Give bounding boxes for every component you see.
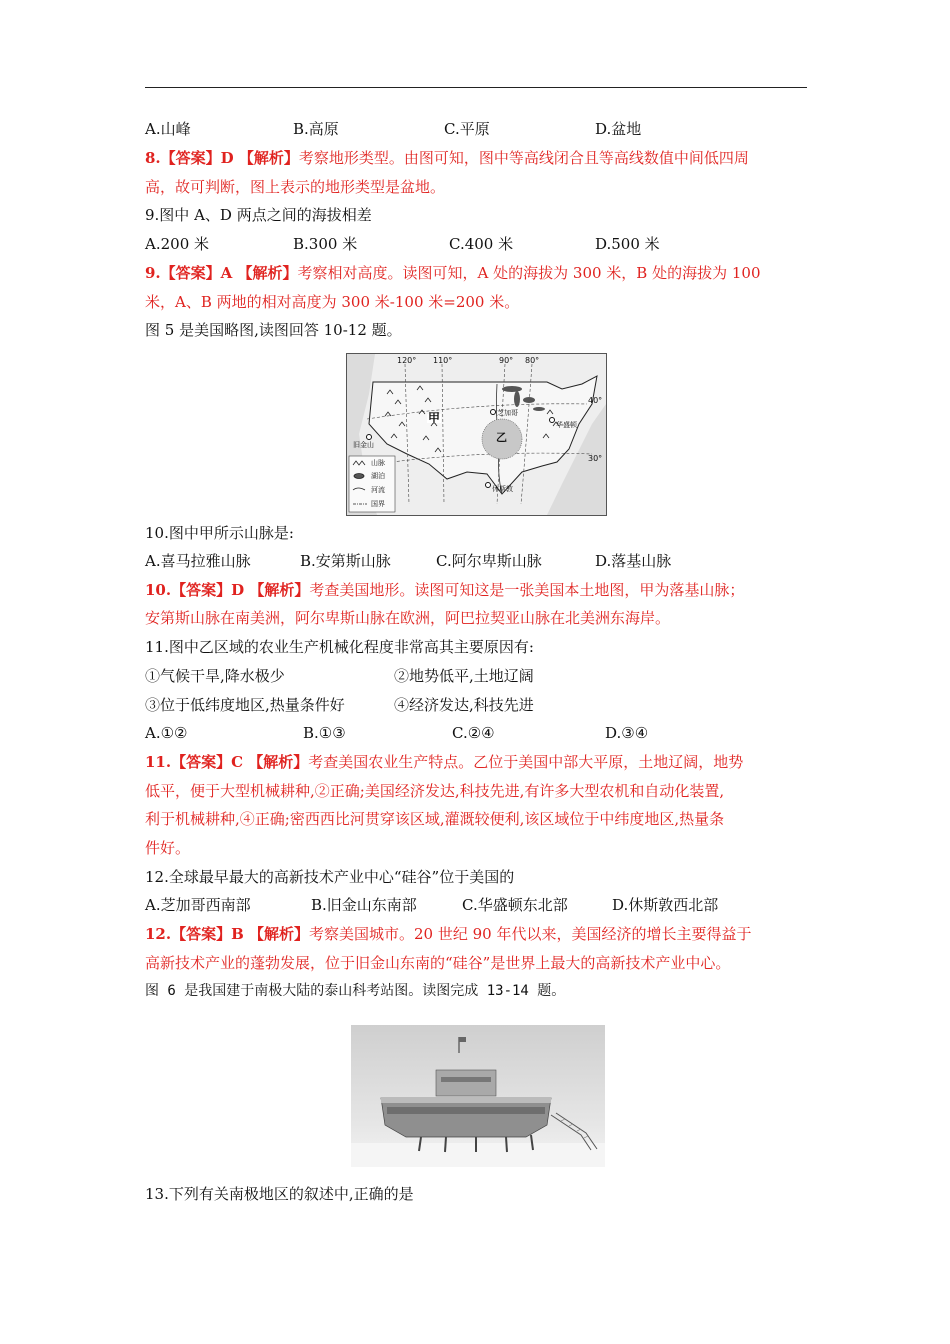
answer-12-text1: 考察美国城市。20 世纪 90 年代以来，美国经济的增长主要得益于 (309, 925, 752, 943)
map-longitude-80: 80° (525, 356, 540, 365)
q11-option-d[interactable]: D.③④ (605, 724, 649, 742)
legend-river: 河流 (371, 486, 385, 494)
answer-11-line4: 件好。 (145, 839, 191, 857)
question-11-stem: 11.图中乙区域的农业生产机械化程度非常高其主要原因有: (145, 638, 534, 656)
q10-option-d[interactable]: D.落基山脉 (595, 552, 672, 570)
q10-option-b[interactable]: B.安第斯山脉 (300, 552, 391, 570)
answer-10-tag: 10.【答案】D 【解析】 (145, 581, 310, 599)
answer-11-text1: 考查美国农业生产特点。乙位于美国中部大平原，土地辽阔，地势 (308, 753, 744, 771)
map-city-washington: 华盛顿 (556, 421, 577, 429)
map-latitude-40: 40° (588, 396, 603, 405)
q7-option-a[interactable]: A.山峰 (145, 120, 191, 138)
q10-option-a[interactable]: A.喜马拉雅山脉 (145, 552, 251, 570)
answer-12-line2: 高新技术产业的蓬勃发展，位于旧金山东南的“硅谷”是世界上最大的高新技术产业中心。 (145, 954, 731, 972)
q11-option-a[interactable]: A.①② (145, 724, 188, 742)
map-city-san-francisco: 旧金山 (353, 441, 374, 449)
answer-9-line2: 米，A、B 两地的相对高度为 300 米-100 米=200 米。 (145, 293, 520, 311)
q10-option-c[interactable]: C.阿尔卑斯山脉 (436, 552, 542, 570)
answer-10-text1: 考查美国地形。读图可知这是一张美国本土地图，甲为落基山脉； (309, 581, 745, 599)
q11-option-b[interactable]: B.①③ (303, 724, 346, 742)
answer-10-line1 (145, 580, 744, 600)
legend-mountain: 山脉 (371, 459, 385, 467)
q7-option-c[interactable]: C.平原 (444, 120, 490, 138)
answer-11-line1 (145, 752, 743, 772)
map-longitude-110: 110° (433, 356, 453, 365)
answer-11-line3: 利于机械耕种,④正确;密西西比河贯穿该区域,灌溉较便利,该区域位于中纬度地区,热量条 (145, 810, 725, 828)
q12-option-c[interactable]: C.华盛顿东北部 (462, 896, 568, 914)
us-map-figure (346, 353, 607, 516)
figure-6-intro: 图 6 是我国建于南极大陆的泰山科考站图。读图完成 13-14 题。 (145, 983, 566, 999)
q11-option-c[interactable]: C.②④ (452, 724, 495, 742)
map-latitude-30: 30° (588, 454, 603, 463)
legend-border: 国界 (371, 500, 385, 508)
map-longitude-120: 120° (397, 356, 417, 365)
q12-option-d[interactable]: D.休斯敦西北部 (612, 896, 719, 914)
q12-option-b[interactable]: B.旧金山东南部 (311, 896, 417, 914)
q7-option-b[interactable]: B.高原 (293, 120, 339, 138)
q9-option-a[interactable]: A.200 米 (145, 235, 209, 253)
map-city-houston: 休斯敦 (492, 485, 513, 493)
q7-option-d[interactable]: D.盆地 (595, 120, 642, 138)
legend-lake: 湖泊 (371, 472, 385, 480)
answer-8-line1 (145, 148, 749, 168)
answer-9-line1 (145, 263, 761, 283)
question-13-stem: 13.下列有关南极地区的叙述中,正确的是 (145, 1185, 414, 1203)
q11-item-4: ④经济发达,科技先进 (394, 696, 534, 714)
map-longitude-90: 90° (499, 356, 514, 365)
answer-12-line1 (145, 924, 751, 944)
map-region-jia: 甲 (428, 411, 441, 425)
question-12-stem: 12.全球最早最大的高新技术产业中心“硅谷”位于美国的 (145, 868, 515, 886)
answer-10-line2: 安第斯山脉在南美洲，阿尔卑斯山脉在欧洲，阿巴拉契亚山脉在北美洲东海岸。 (145, 609, 671, 627)
answer-8-line2: 高，故可判断，图上表示的地形类型是盆地。 (145, 178, 446, 196)
answer-9-tag: 9.【答案】A 【解析】 (145, 264, 298, 282)
q11-item-2: ②地势低平,土地辽阔 (394, 667, 534, 685)
question-9-stem: 9.图中 A、D 两点之间的海拔相差 (145, 206, 372, 224)
q11-item-3: ③位于低纬度地区,热量条件好 (145, 696, 345, 714)
question-10-stem: 10.图中甲所示山脉是: (145, 524, 294, 542)
taishan-station-photo (351, 1025, 605, 1167)
answer-8-tag: 8.【答案】D 【解析】 (145, 149, 299, 167)
answer-9-text1: 考察相对高度。读图可知，A 处的海拔为 300 米，B 处的海拔为 100 (297, 264, 761, 282)
header-rule (145, 87, 807, 88)
station-image (351, 1025, 605, 1167)
figure-5-intro: 图 5 是美国略图,读图回答 10-12 题。 (145, 321, 402, 339)
answer-12-tag: 12.【答案】B 【解析】 (145, 925, 309, 943)
answer-11-line2: 低平，便于大型机械耕种,②正确;美国经济发达,科技先进,有许多大型农机和自动化装置, (145, 782, 725, 800)
q11-item-1: ①气候干旱,降水极少 (145, 667, 285, 685)
q9-option-d[interactable]: D.500 米 (595, 235, 660, 253)
answer-11-tag: 11.【答案】C 【解析】 (145, 753, 309, 771)
q9-option-c[interactable]: C.400 米 (449, 235, 514, 253)
us-map-drawing (347, 354, 606, 515)
q12-option-a[interactable]: A.芝加哥西南部 (145, 896, 251, 914)
q9-option-b[interactable]: B.300 米 (293, 235, 358, 253)
map-city-chicago: 芝加哥 (497, 409, 518, 417)
answer-8-text1: 考察地形类型。由图可知，图中等高线闭合且等高线数值中间低四周 (298, 149, 749, 167)
map-region-yi: 乙 (496, 431, 507, 444)
